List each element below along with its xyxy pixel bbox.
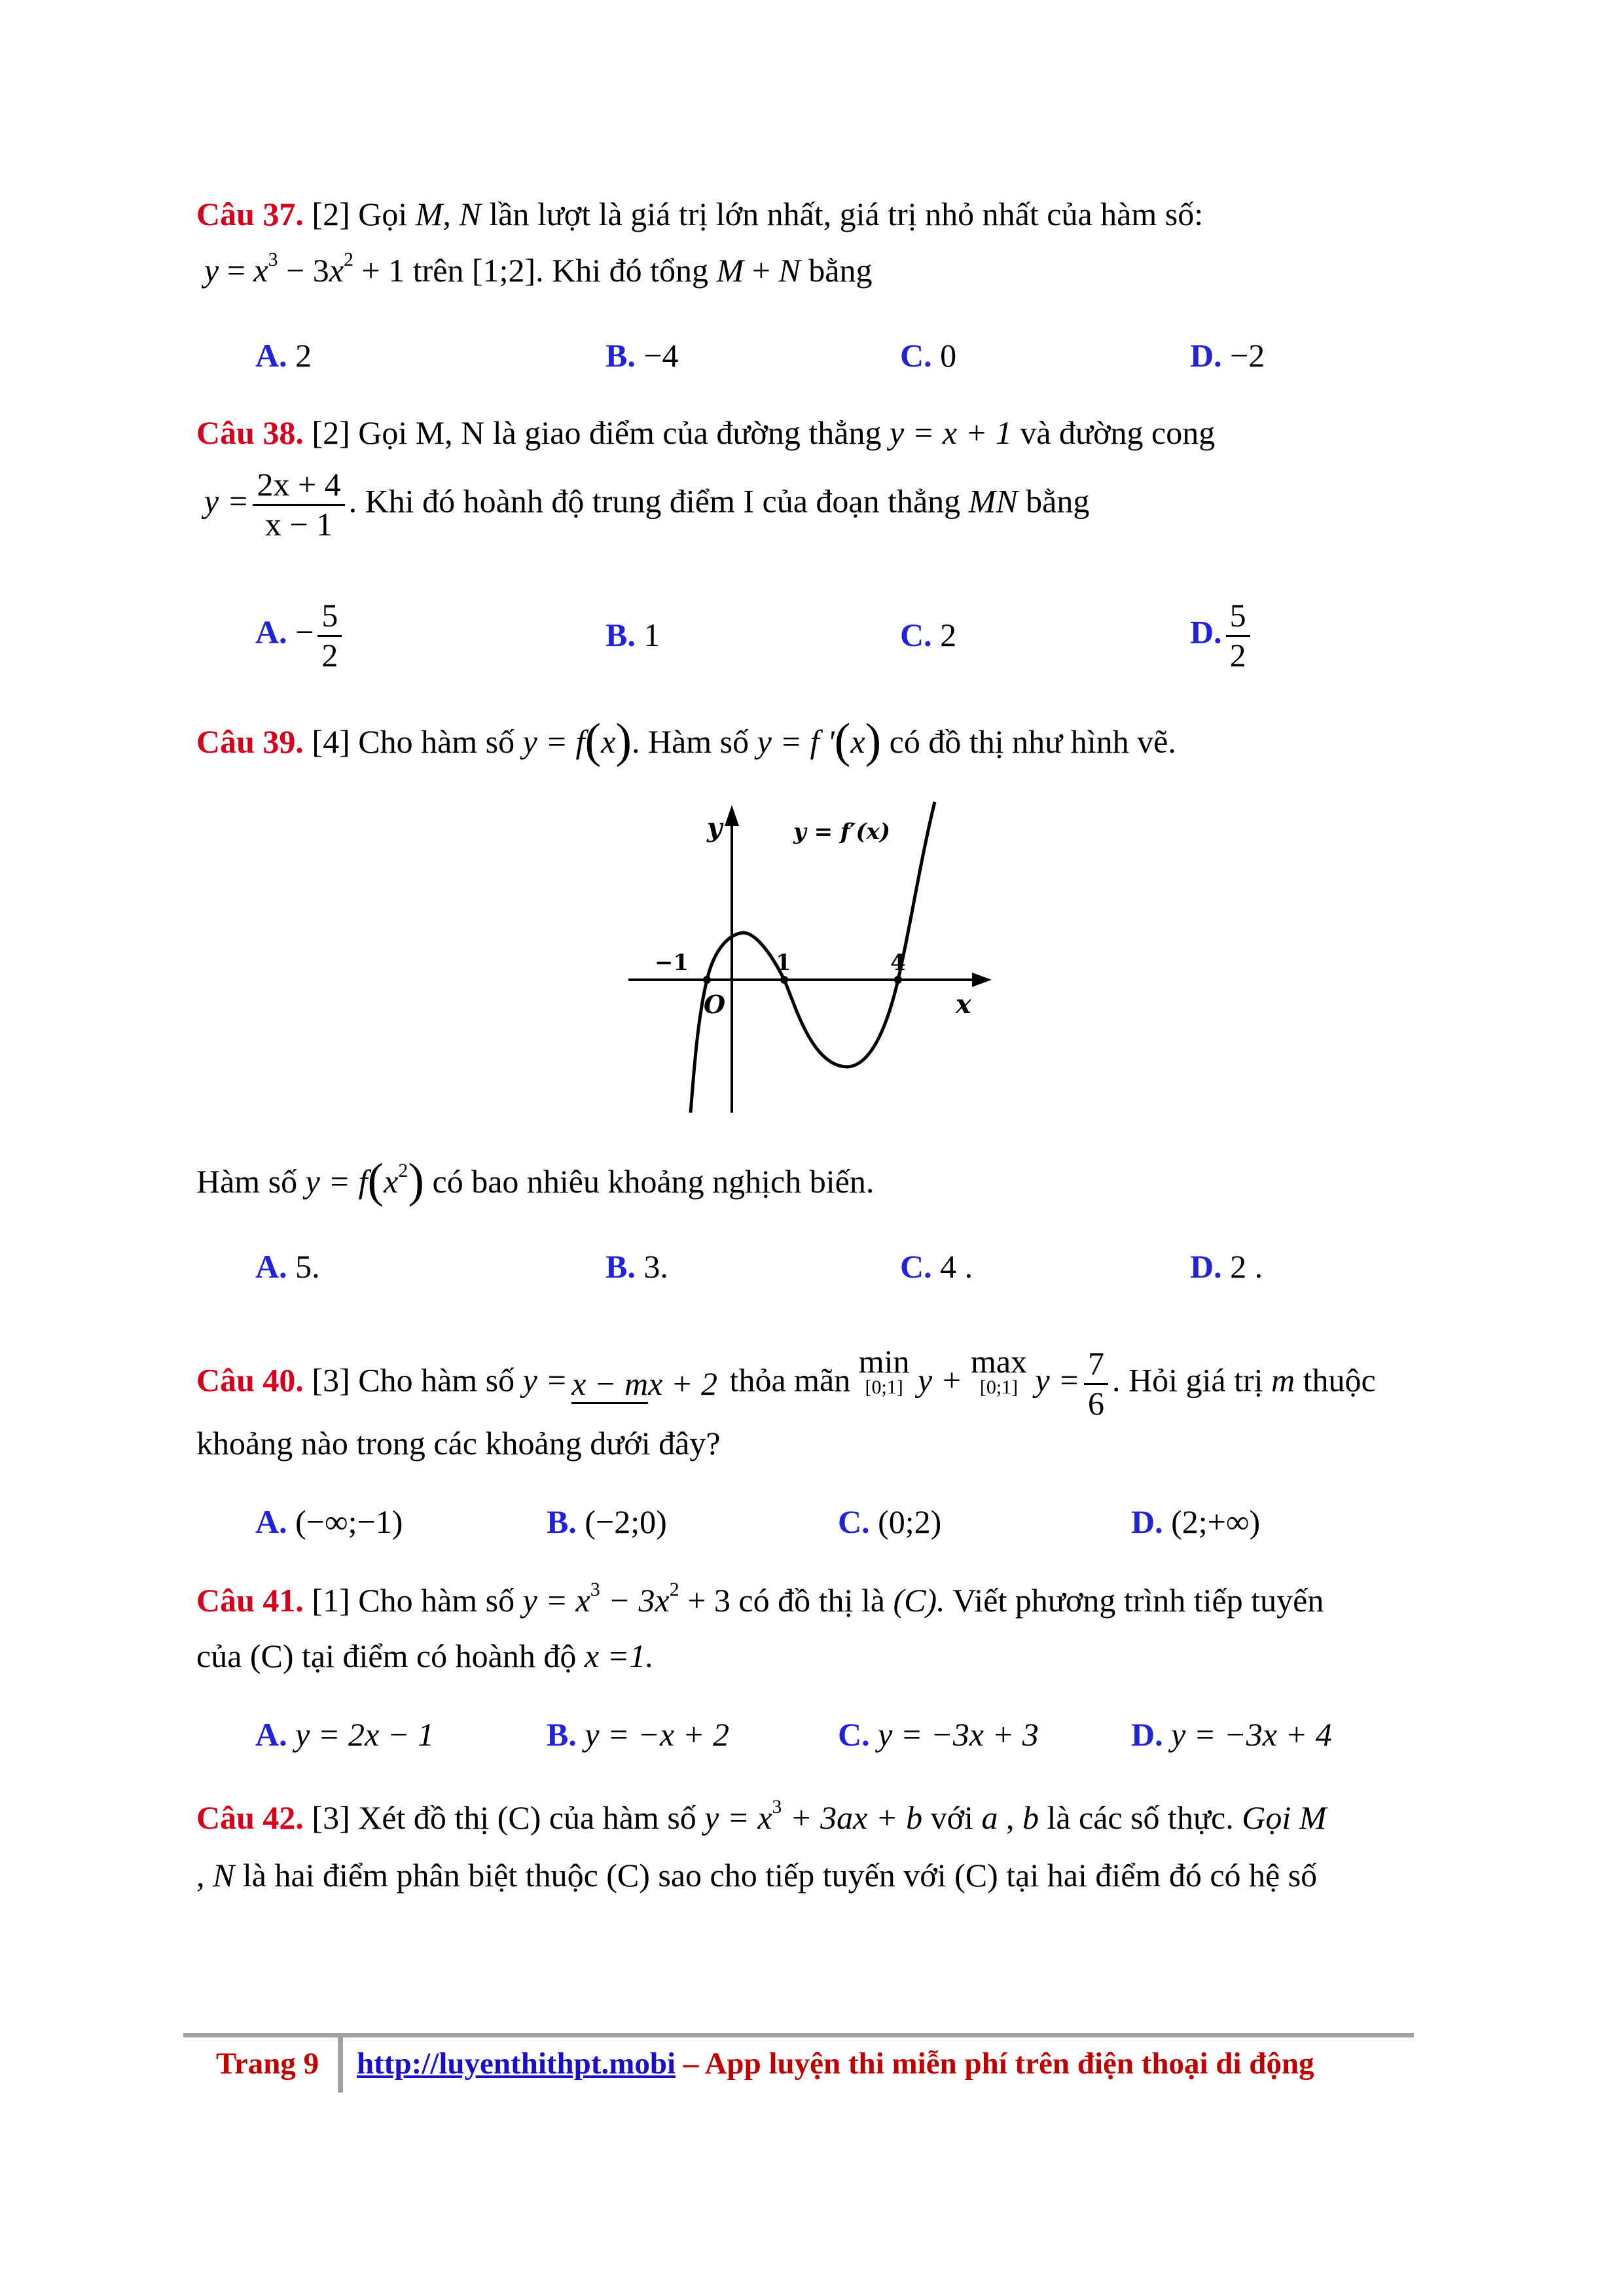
q40-min-operator: min [0;1] xyxy=(858,1343,910,1398)
footer-text: http://luyenthithpt.mobi – App luyện thi miễn phí trên điện thoại di động xyxy=(357,2047,1314,2081)
x-axis-arrow xyxy=(972,973,992,987)
q38-line2: y = $\frac{2x + 4}{x - 1}$ . Khi đó hoành độ trung điểm I của đoạn thẳng MN bằng xyxy=(204,466,1090,543)
q37-option-b[interactable]: B. −4 xyxy=(605,337,679,374)
q37-option-c[interactable]: C. 0 xyxy=(900,337,957,374)
q37-option-d[interactable]: D. −2 xyxy=(1190,337,1265,374)
root-marker-minus-1 xyxy=(703,976,711,984)
q39-option-c[interactable]: C. 4 . xyxy=(900,1248,973,1285)
q40-max-operator: max [0;1] xyxy=(970,1343,1028,1398)
q40-option-a[interactable]: A. (−∞;−1) xyxy=(255,1503,403,1540)
root-marker-1 xyxy=(780,976,788,984)
q41-line2: của (C) tại điểm có hoành độ x =1. xyxy=(196,1638,654,1674)
q40-line1: Câu 40. [3] Cho hàm số y = x − mx + 2 thỏa mãn min [0;1] y + max [0;1] y = $\frac{7}{6}$ . Hỏi giá trị m thuộc xyxy=(196,1343,1376,1422)
q42-line2: , N là hai điểm phân biệt thuộc (C) sao cho tiếp tuyến với (C) tại hai điểm đó có hệ số xyxy=(196,1857,1318,1893)
q41-option-c[interactable]: C. y = −3x + 3 xyxy=(838,1716,1039,1753)
q40-option-b[interactable]: B. (−2;0) xyxy=(547,1503,667,1540)
footer-rule xyxy=(183,2033,1414,2037)
q41-option-a[interactable]: A. y = 2x − 1 xyxy=(255,1716,434,1753)
y-axis-label: y xyxy=(707,812,723,843)
q38-option-c[interactable]: C. 2 xyxy=(900,617,957,653)
root-marker-4 xyxy=(894,976,902,984)
q41-option-b[interactable]: B. y = −x + 2 xyxy=(547,1716,729,1753)
q40-result-fraction: $\frac{7}{6}$ xyxy=(1084,1345,1108,1422)
footer-page-number: Trang 9 xyxy=(216,2047,319,2081)
tick-label-4: 4 xyxy=(890,950,906,976)
curve-label: y = f′(x) xyxy=(793,819,890,845)
q40-option-d[interactable]: D. (2;+∞) xyxy=(1131,1503,1261,1540)
q41-label: Câu 41. xyxy=(196,1582,304,1619)
q37-option-a[interactable]: A. 2 xyxy=(255,337,312,374)
q42-label: Câu 42. xyxy=(196,1799,304,1836)
footer-divider xyxy=(338,2037,343,2092)
tick-label-minus-1: −1 xyxy=(655,950,689,976)
q40-function-fraction: x − mx + 2 xyxy=(571,1367,717,1400)
q38-option-a[interactable]: A. − $\frac{5}{2}$ xyxy=(255,597,346,674)
q41-option-d[interactable]: D. y = −3x + 4 xyxy=(1131,1716,1332,1753)
origin-label: O xyxy=(704,990,726,1019)
q38-label: Câu 38. xyxy=(196,414,304,451)
q38-option-d[interactable]: D. $\frac{5}{2}$ xyxy=(1190,597,1254,674)
q39-line1: Câu 39. [4] Cho hàm số y = f(x). Hàm số y = f '(x) có đồ thị như hình vẽ. xyxy=(196,714,1176,768)
q39-option-b[interactable]: B. 3. xyxy=(605,1248,668,1285)
tick-label-1: 1 xyxy=(776,950,791,976)
q42-line1: Câu 42. [3] Xét đồ thị (C) của hàm số $y = x^3 + 3ax + b$ với a , b là các số thực. Gọi M xyxy=(196,1796,1327,1836)
q39-label: Câu 39. xyxy=(196,723,304,760)
q37-label: Câu 37. xyxy=(196,196,304,232)
x-axis-label: x xyxy=(956,989,971,1020)
q39-option-d[interactable]: D. 2 . xyxy=(1190,1248,1263,1285)
q40-label: Câu 40. xyxy=(196,1361,304,1399)
q37-line2: $y = x^3 - 3x^2 + 1$ trên [1;2]. Khi đó tổng M + N bằng xyxy=(204,249,873,289)
q38-curve-fraction: $\frac{2x + 4}{x - 1}$ xyxy=(253,466,344,543)
q41-line1: Câu 41. [1] Cho hàm số $y = x^3 - 3x^2 + 3$ có đồ thị là (C). Viết phương trình tiếp tuyến xyxy=(196,1579,1324,1619)
q40-option-c[interactable]: C. (0;2) xyxy=(838,1503,942,1540)
q37-line1: Câu 37. [2] Gọi M, N lần lượt là giá trị lớn nhất, giá trị nhỏ nhất của hàm số: xyxy=(196,196,1204,232)
q40-line2: khoảng nào trong các khoảng dưới đây? xyxy=(196,1425,721,1462)
q39-option-a[interactable]: A. 5. xyxy=(255,1248,320,1285)
y-axis-arrow xyxy=(725,805,739,826)
q38-option-b[interactable]: B. 1 xyxy=(605,617,660,653)
derivative-graph xyxy=(628,798,995,1126)
q39-question-line: Hàm số $y = f(x^2)$ có bao nhiêu khoảng nghịch biến. xyxy=(196,1154,875,1208)
footer-link[interactable]: http://luyenthithpt.mobi xyxy=(357,2047,676,2081)
q38-line1: Câu 38. [2] Gọi M, N là giao điểm của đường thẳng y = x + 1 và đường cong xyxy=(196,414,1216,451)
